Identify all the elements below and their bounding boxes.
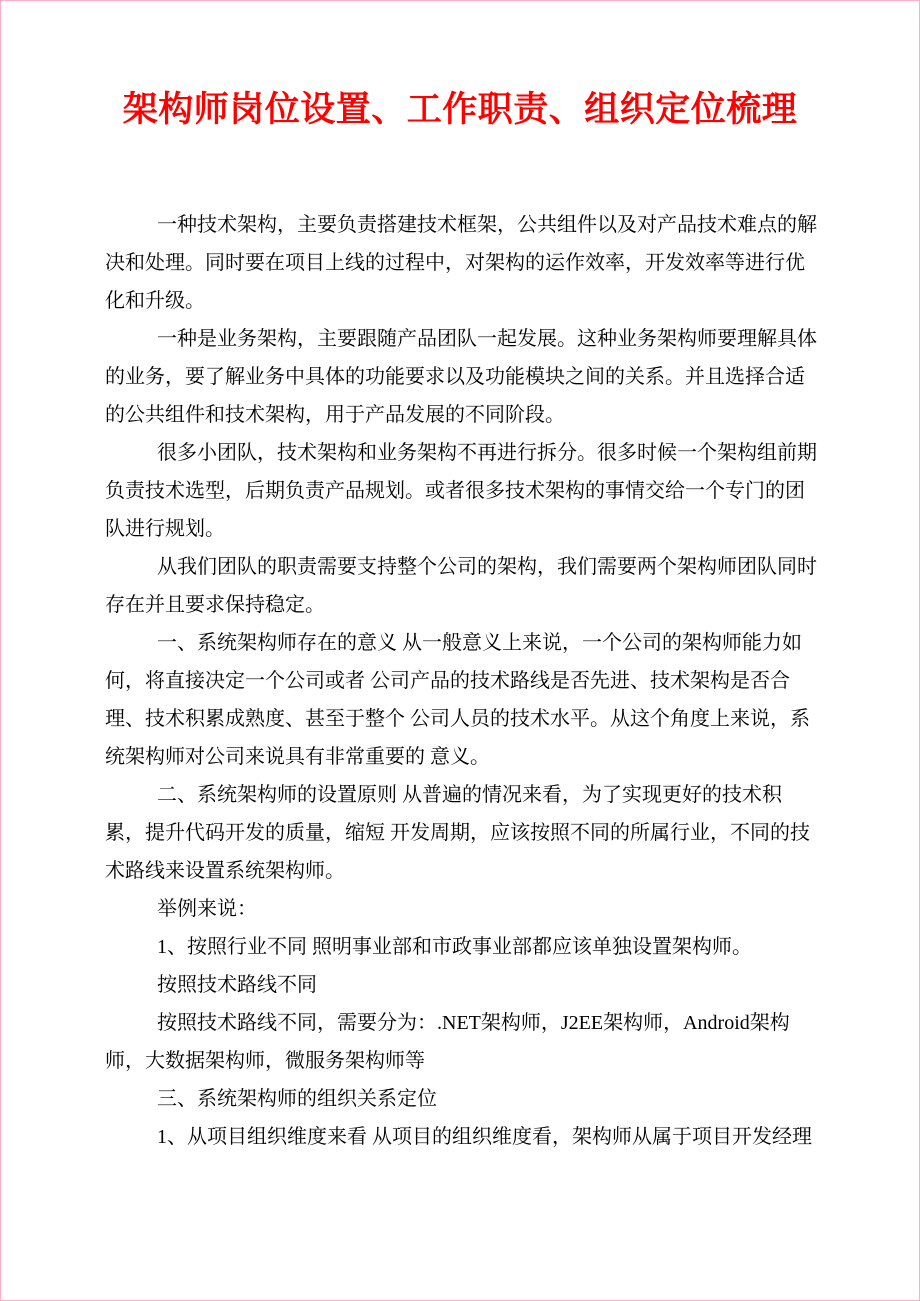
paragraph: 一、系统架构师存在的意义 从一般意义上来说，一个公司的架构师能力如何，将直接决定一个公司或者 公司产品的技术路线是否先进、技术架构是否合理、技术积累成熟度、甚至于整个 公司人员的技术水平。从这个角度上来说，系统架构师对公司来说具有非常重要的 意义。 — [105, 632, 810, 768]
paragraph: 很多小团队，技术架构和业务架构不再进行拆分。很多时候一个架构组前期负责技术选型，后期负责产品规划。或者很多技术架构的事情交给一个专门的团队进行规划。 — [105, 442, 817, 540]
paragraph: 举例来说： — [157, 898, 257, 920]
paragraph: 一种是业务架构，主要跟随产品团队一起发展。这种业务架构师要理解具体的业务，要了解业务中具体的功能要求以及功能模块之间的关系。并且选择合适的公共组件和技术架构，用于产品发展的不同阶段。 — [105, 328, 817, 426]
paragraph: 从我们团队的职责需要支持整个公司的架构，我们需要两个架构师团队同时存在并且要求保持稳定。 — [105, 556, 817, 616]
paragraph: 二、系统架构师的设置原则 从普遍的情况来看，为了实现更好的技术积累，提升代码开发的质量，缩短 开发周期，应该按照不同的所属行业，不同的技术路线来设置系统架构师。 — [105, 784, 810, 882]
paragraph: 1、从项目组织维度来看 从项目的组织维度看，架构师从属于项目开发经理 — [157, 1126, 812, 1148]
paragraph: 按照技术路线不同 — [157, 974, 317, 996]
paragraph: 1、按照行业不同 照明事业部和市政事业部都应该单独设置架构师。 — [157, 936, 752, 958]
paragraph: 按照技术路线不同，需要分为：.NET架构师，J2EE架构师，Android架构师，大数据架构师，微服务架构师等 — [105, 1012, 790, 1072]
page-title: 架构师岗位设置、工作职责、组织定位梳理 — [122, 90, 798, 129]
paragraph: 三、系统架构师的组织关系定位 — [157, 1088, 437, 1110]
document-body — [105, 206, 817, 1156]
paragraph: 一种技术架构，主要负责搭建技术框架，公共组件以及对产品技术难点的解决和处理。同时要在项目上线的过程中，对架构的运作效率，开发效率等进行优化和升级。 — [105, 214, 817, 312]
